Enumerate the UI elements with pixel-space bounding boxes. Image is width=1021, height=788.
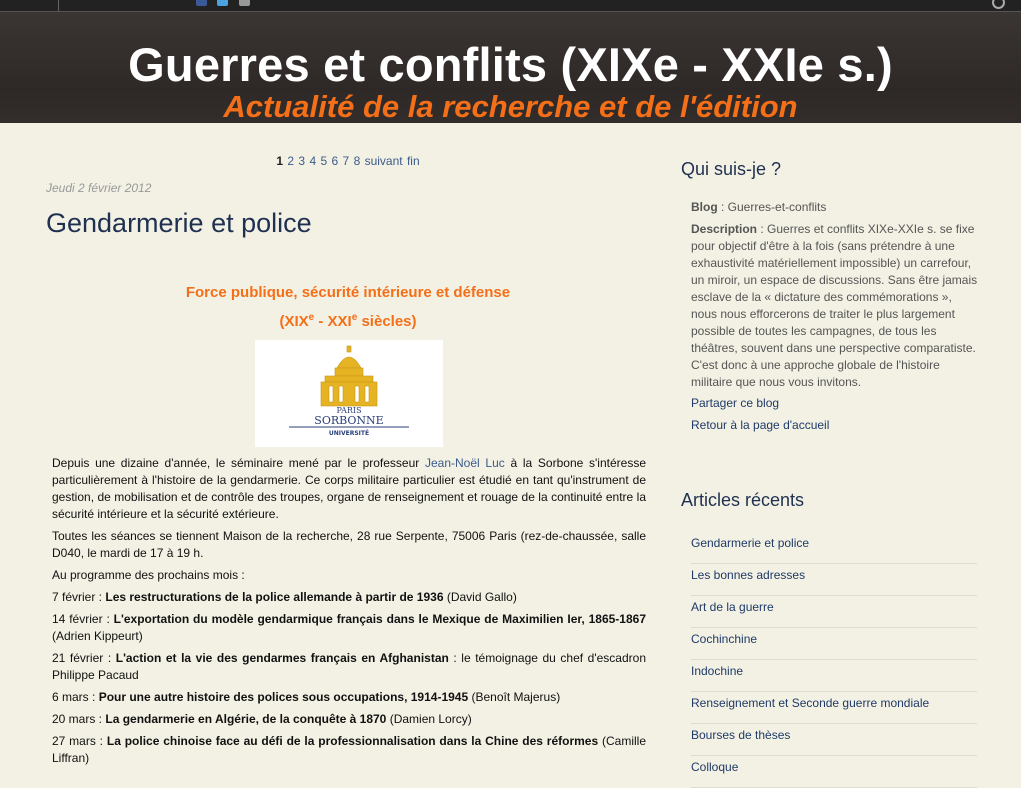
facebook-icon[interactable] [196,0,207,6]
toolbar-separator [58,0,59,11]
post-date: Jeudi 2 février 2012 [46,181,152,195]
share-icon[interactable] [239,0,250,6]
recent-article-link[interactable]: Cochinchine [691,628,977,660]
blog-subtitle: Actualité de la recherche et de l'édition [223,89,798,124]
programme-label: Au programme des prochains mois : [52,568,245,582]
search-icon[interactable] [992,0,1005,9]
post-subheading: Force publique, sécurité intérieure et défense [185,284,511,301]
svg-text:SORBONNE: SORBONNE [314,414,384,427]
sorbonne-logo [255,340,443,447]
post-subheading-centuries: (XIXe - XXIe siècles) [279,312,417,330]
twitter-icon[interactable] [217,0,228,6]
recent-article-link[interactable]: Les bonnes adresses [691,564,977,596]
recent-article-link[interactable]: Colloque [691,756,977,788]
post-location: Toutes les séances se tiennent Maison de la recherche, 28 rue Serpente, 75006 Paris (rez-de-chaussée, salle D040, le mardi de 17 à 19 h. [52,529,646,560]
author-link[interactable]: Jean-Noël Luc [425,456,505,470]
about-heading: Qui suis-je ? [681,159,782,179]
page-link[interactable]: 8 [353,154,361,168]
page-link[interactable]: 6 [331,154,339,168]
page-link[interactable]: 2 [287,154,295,168]
recent-article-link[interactable]: Bourses de thèses [691,724,977,756]
pagination [46,154,650,168]
recent-articles-list [691,532,977,788]
session-item: 21 février : L'action et la vie des gendarmes français en Afghanistan : le témoignage du chef d'escadron Philippe Pacaud [52,651,647,682]
svg-text:UNIVERSITÉ: UNIVERSITÉ [328,430,370,437]
recent-article-link[interactable]: Indochine [691,660,977,692]
svg-text:PARIS: PARIS [336,406,362,415]
recent-article-link[interactable]: Art de la guerre [691,596,977,628]
sorbonne-logo-graphic [255,340,443,447]
blog-description: Description : Guerres et conflits XIXe-XXIe s. se fixe pour objectif d'être à la fois (sans prétendre à une exhaustivité matériellement impossible) un carrefour, un miroir, un espace de discussions. Sans être jamais esclave de la « dictature des commémorations », nous nous efforcerons de traiter le plus largement possible de toutes les campagnes, de tous les théâtres, souvent dans une perspective comparatiste. C'est donc à une approche globale de l'histoire militaire que nous vous invitons. [691,222,978,389]
post-body [52,455,646,772]
blog-title[interactable]: Guerres et conflits (XIXe - XXIe s.) [128,38,893,91]
recent-article-link[interactable]: Renseignement et Seconde guerre mondiale [691,692,977,724]
page-link[interactable]: 3 [298,154,306,168]
recent-articles-heading: Articles récents [681,490,805,510]
page-link[interactable]: 5 [320,154,328,168]
session-item: 14 février : L'exportation du modèle gendarmique français dans le Mexique de Maximilien Ier, 1865-1867 (Adrien Kippeurt) [52,612,646,643]
browser-toolbar [0,0,1021,12]
blog-banner [0,12,1021,123]
recent-article-link[interactable]: Gendarmerie et police [691,532,977,564]
session-item: 27 mars : La police chinoise face au défi de la professionnalisation dans la Chine des réformes (Camille Liffran) [52,734,646,765]
session-item: 7 février : Les restructurations de la police allemande à partir de 1936 (David Gallo) [52,590,517,604]
page-link[interactable]: 4 [309,154,317,168]
session-item: 20 mars : La gendarmerie en Algérie, de la conquête à 1870 (Damien Lorcy) [52,712,472,726]
blog-info: Blog : Guerres-et-conflits [691,200,827,214]
page-link[interactable]: 7 [342,154,350,168]
page-current: 1 [276,154,284,168]
home-link[interactable]: Retour à la page d'accueil [691,418,830,432]
page-next-link[interactable]: suivant [364,154,403,168]
post-intro: Depuis une dizaine d'année, le séminaire mené par le professeur Jean-Noël Luc à la Sorbone s'intéresse particulièrement à l'histoire de la gendarmerie. Ce corps militaire particulier est étudié en tant qu'instrument de gestion, de mobilisation et de contrôle des troupes, organe de renseignement et rouage de la continuité entre la sécurité intérieure et la sécurité extérieure. [52,456,646,521]
session-item: 6 mars : Pour une autre histoire des polices sous occupations, 1914-1945 (Benoît Majerus) [52,690,561,704]
share-blog-link[interactable]: Partager ce blog [691,396,780,410]
page-last-link[interactable]: fin [406,154,420,168]
post-title[interactable]: Gendarmerie et police [46,208,312,238]
